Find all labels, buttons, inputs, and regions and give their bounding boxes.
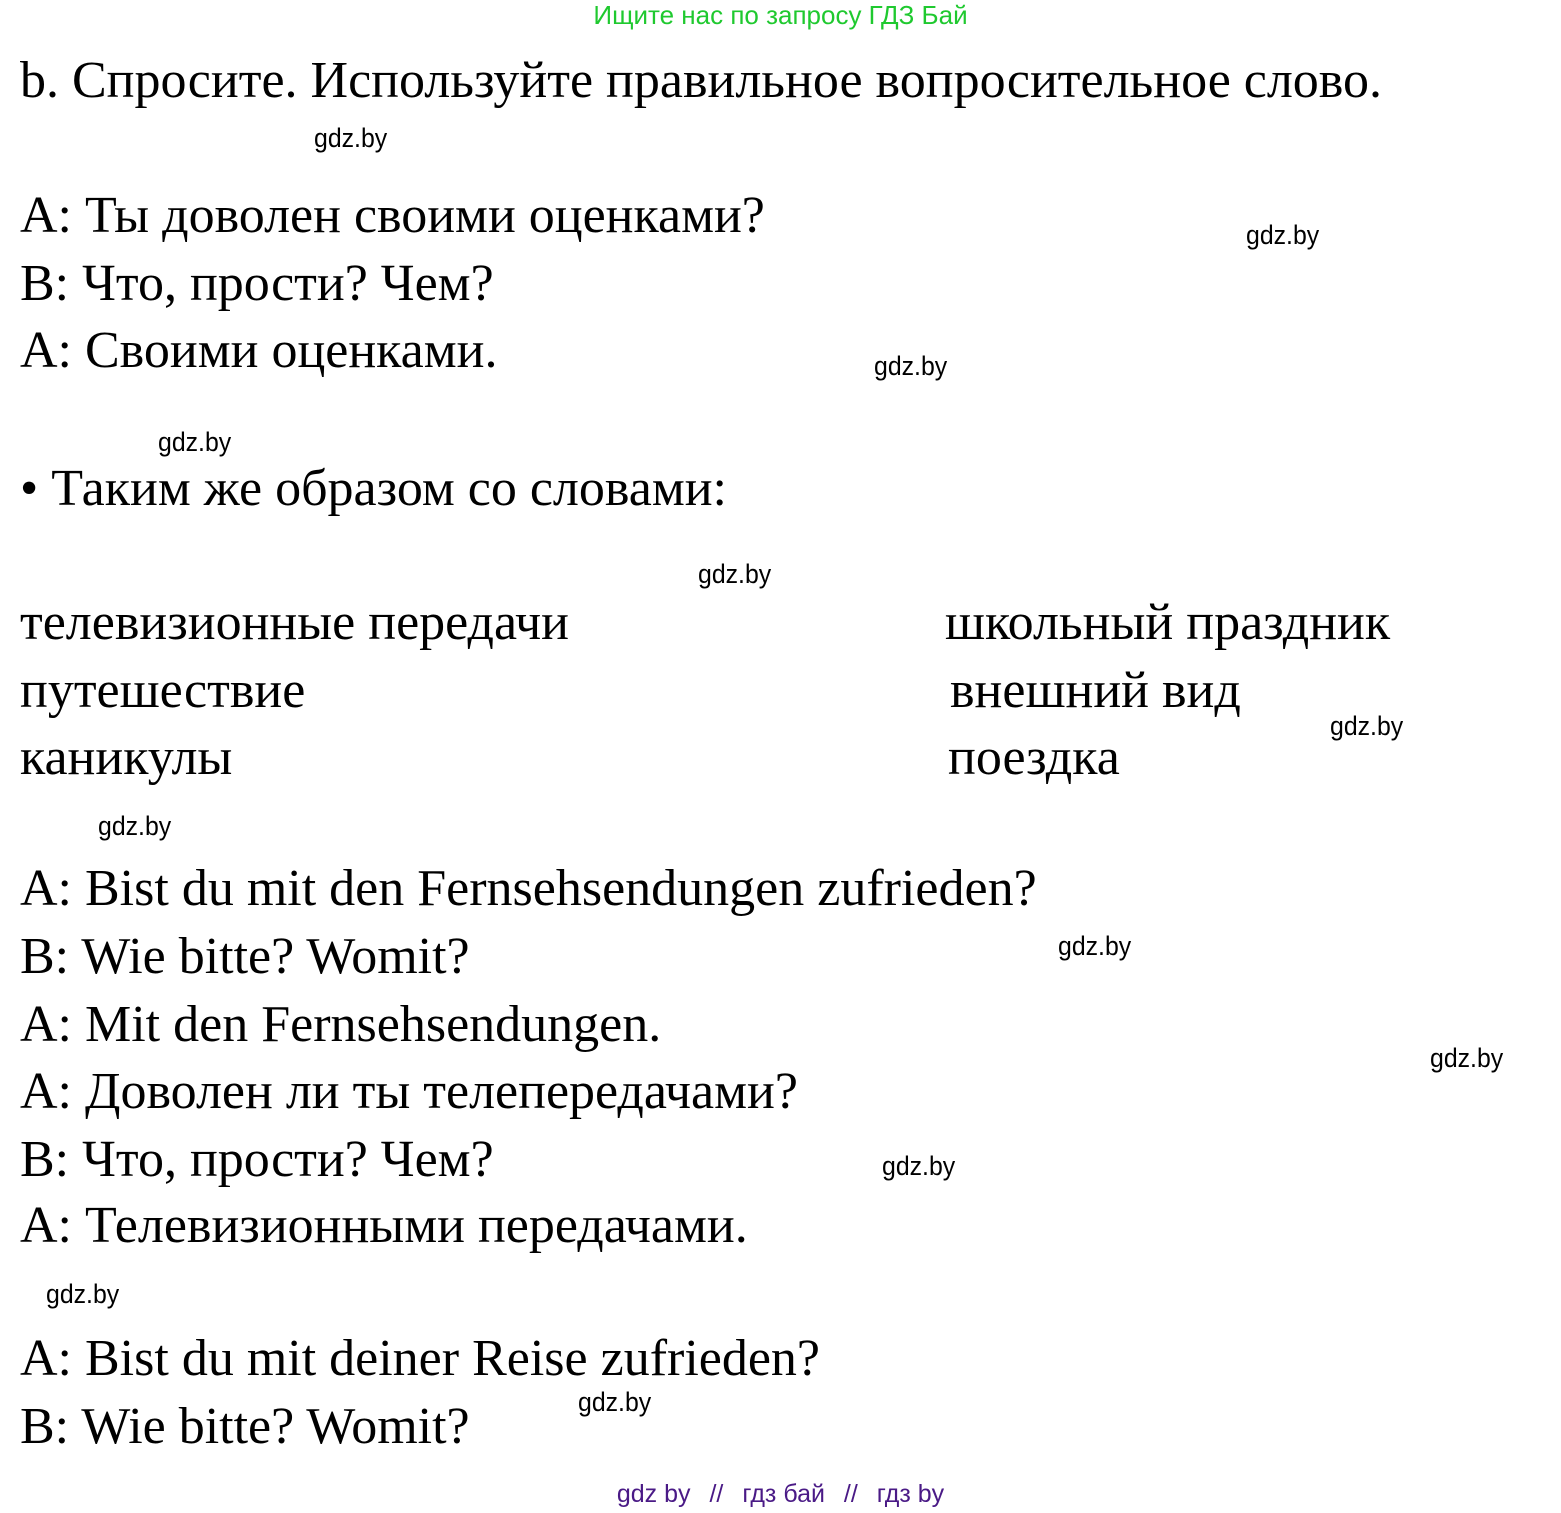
watermark: gdz.by xyxy=(1058,931,1132,961)
footer-separator: // xyxy=(709,1480,724,1508)
dialog1-ru-line-3: A: Телевизионными передачами. xyxy=(20,1197,748,1254)
dialog2-de-line-2: B: Wie bitte? Womit? xyxy=(20,1398,470,1455)
dialog1-ru-line-1: A: Доволен ли ты телепередачами? xyxy=(20,1063,798,1120)
word-left-3: каникулы xyxy=(20,729,233,786)
footer-link-gdz-by[interactable]: gdz by xyxy=(616,1480,691,1508)
instruction: • Таким же образом со словами: xyxy=(20,460,728,517)
dialog1-de-line-1: A: Bist du mit den Fernsehsendungen zufrieden? xyxy=(20,860,1037,917)
watermark: gdz.by xyxy=(314,123,388,153)
footer-link-gdz-by-cyr[interactable]: гдз by xyxy=(876,1480,945,1508)
example-line-2: B: Что, прости? Чем? xyxy=(20,255,494,312)
watermark: gdz.by xyxy=(578,1387,652,1417)
word-right-3: поездка xyxy=(948,729,1120,786)
word-left-1: телевизионные передачи xyxy=(20,594,569,651)
dialog1-ru-line-2: B: Что, прости? Чем? xyxy=(20,1131,494,1188)
watermark: gdz.by xyxy=(1430,1043,1504,1073)
watermark: gdz.by xyxy=(874,351,948,381)
watermark: gdz.by xyxy=(98,811,172,841)
search-banner: Ищите нас по запросу ГДЗ Бай xyxy=(593,0,968,30)
watermark: gdz.by xyxy=(158,427,232,457)
task-heading: b. Спросите. Используйте правильное вопросительное слово. xyxy=(20,52,1383,109)
word-right-2: внешний вид xyxy=(950,662,1241,719)
word-left-2: путешествие xyxy=(20,662,306,719)
watermark: gdz.by xyxy=(46,1279,120,1309)
watermark: gdz.by xyxy=(1330,711,1404,741)
footer-links xyxy=(0,1480,1561,1509)
example-line-3: A: Своими оценками. xyxy=(20,322,498,379)
example-line-1: A: Ты доволен своими оценками? xyxy=(20,187,765,244)
footer-link-gdz-bai[interactable]: гдз бай xyxy=(742,1480,825,1508)
footer-separator: // xyxy=(843,1480,858,1508)
dialog2-de-line-1: A: Bist du mit deiner Reise zufrieden? xyxy=(20,1330,821,1387)
word-right-1: школьный праздник xyxy=(945,594,1391,651)
dialog1-de-line-2: B: Wie bitte? Womit? xyxy=(20,928,470,985)
watermark: gdz.by xyxy=(882,1151,956,1181)
watermark: gdz.by xyxy=(698,559,772,589)
dialog1-de-line-3: A: Mit den Fernsehsendungen. xyxy=(20,996,662,1053)
watermark: gdz.by xyxy=(1246,220,1320,250)
